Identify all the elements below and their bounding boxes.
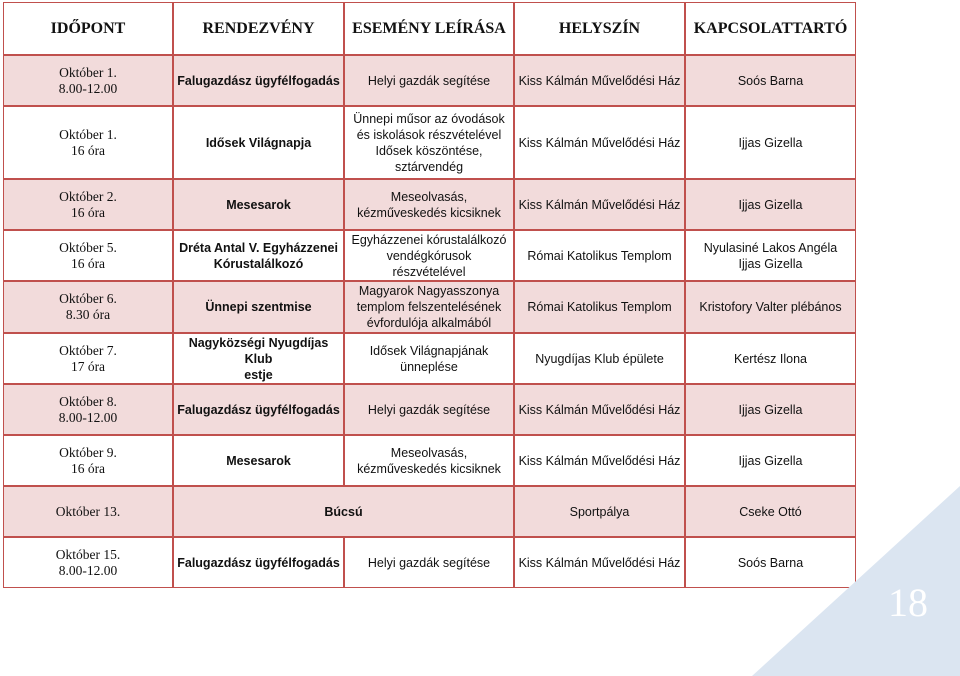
contact-cell: Kertész Ilona [685, 333, 856, 384]
page-corner-decoration [752, 486, 960, 676]
event-cell: Ünnepi szentmise [173, 281, 344, 333]
contact-cell: Nyulasiné Lakos Angéla Ijjas Gizella [685, 230, 856, 281]
events-table [3, 2, 856, 588]
event-cell: Dréta Antal V. Egyházzenei Kórustalálkozó [173, 230, 344, 281]
date-cell: Október 1. 8.00-12.00 [3, 55, 173, 106]
event-cell: Falugazdász ügyfélfogadás [173, 537, 344, 588]
description-cell: Helyi gazdák segítése [344, 55, 514, 106]
place-cell: Nyugdíjas Klub épülete [514, 333, 685, 384]
place-cell: Kiss Kálmán Művelődési Ház [514, 384, 685, 435]
date-cell: Október 5. 16 óra [3, 230, 173, 281]
table-row [3, 55, 856, 106]
table-row [3, 179, 856, 230]
place-cell: Római Katolikus Templom [514, 281, 685, 333]
header-kapcsolattarto: KAPCSOLATTARTÓ [685, 2, 856, 55]
place-cell: Kiss Kálmán Művelődési Ház [514, 537, 685, 588]
event-cell: Nagyközségi Nyugdíjas Klub estje [173, 333, 344, 384]
date-cell: Október 13. [3, 486, 173, 537]
date-cell: Október 6. 8.30 óra [3, 281, 173, 333]
contact-cell: Soós Barna [685, 537, 856, 588]
date-cell: Október 8. 8.00-12.00 [3, 384, 173, 435]
description-cell: Helyi gazdák segítése [344, 384, 514, 435]
header-esemeny-leirasa: ESEMÉNY LEÍRÁSA [344, 2, 514, 55]
event-cell: Mesesarok [173, 435, 344, 486]
contact-cell: Soós Barna [685, 55, 856, 106]
table-row [3, 106, 856, 179]
event-cell: Búcsú [173, 486, 514, 537]
description-cell: Meseolvasás, kézműveskedés kicsiknek [344, 179, 514, 230]
event-cell: Falugazdász ügyfélfogadás [173, 384, 344, 435]
contact-cell: Ijjas Gizella [685, 106, 856, 179]
table-row [3, 230, 856, 281]
contact-cell: Ijjas Gizella [685, 435, 856, 486]
header-helyszin: HELYSZÍN [514, 2, 685, 55]
date-cell: Október 2. 16 óra [3, 179, 173, 230]
event-cell: Falugazdász ügyfélfogadás [173, 55, 344, 106]
place-cell: Kiss Kálmán Művelődési Ház [514, 106, 685, 179]
table-row [3, 333, 856, 384]
table-row [3, 486, 856, 537]
date-cell: Október 1. 16 óra [3, 106, 173, 179]
place-cell: Sportpálya [514, 486, 685, 537]
date-cell: Október 9. 16 óra [3, 435, 173, 486]
header-idopont: IDŐPONT [3, 2, 173, 55]
description-cell: Helyi gazdák segítése [344, 537, 514, 588]
description-cell: Ünnepi műsor az óvodások és iskolások részvételével Idősek köszöntése, sztárvendég [344, 106, 514, 179]
table-row [3, 281, 856, 333]
event-cell: Idősek Világnapja [173, 106, 344, 179]
date-cell: Október 7. 17 óra [3, 333, 173, 384]
event-cell: Mesesarok [173, 179, 344, 230]
header-rendezveny: RENDEZVÉNY [173, 2, 344, 55]
contact-cell: Cseke Ottó [685, 486, 856, 537]
page-number: 18 [888, 580, 928, 625]
place-cell: Kiss Kálmán Művelődési Ház [514, 435, 685, 486]
description-cell: Idősek Világnapjának ünneplése [344, 333, 514, 384]
contact-cell: Ijjas Gizella [685, 384, 856, 435]
description-cell: Meseolvasás, kézműveskedés kicsiknek [344, 435, 514, 486]
contact-cell: Ijjas Gizella [685, 179, 856, 230]
description-cell: Egyházzenei kórustalálkozó vendégkórusok részvételével [344, 230, 514, 281]
place-cell: Római Katolikus Templom [514, 230, 685, 281]
table-row [3, 384, 856, 435]
table-row [3, 435, 856, 486]
contact-cell: Kristofory Valter plébános [685, 281, 856, 333]
date-cell: Október 15. 8.00-12.00 [3, 537, 173, 588]
table-row [3, 537, 856, 588]
header-row [3, 2, 856, 55]
place-cell: Kiss Kálmán Művelődési Ház [514, 55, 685, 106]
place-cell: Kiss Kálmán Művelődési Ház [514, 179, 685, 230]
description-cell: Magyarok Nagyasszonya templom felszentelésének évfordulója alkalmából [344, 281, 514, 333]
